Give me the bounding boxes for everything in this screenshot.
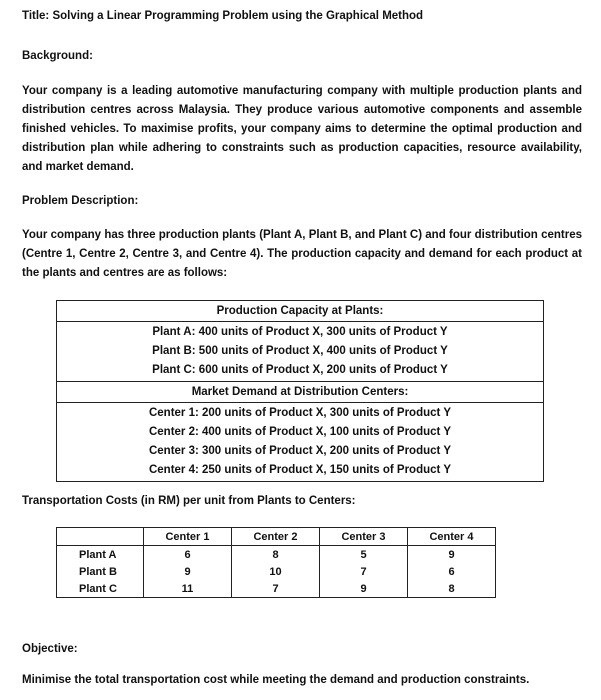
- capacity-lines: [57, 321, 543, 381]
- background-paragraph: Your company is a leading automotive manufacturing company with multiple production plants and distribution centres across Malaysia. They produce various automotive components and assemble finished vehicles. To maximise profits, your company aims to determine the optimal production and distribution plan while adhering to constraints such as production capacities, resource availability, and market demand.: [22, 85, 582, 173]
- column-header: Center 3: [320, 528, 408, 546]
- document-title: Title: Solving a Linear Programming Problem using the Graphical Method: [22, 10, 424, 22]
- demand-line: Center 2: 400 units of Product X, 100 units of Product Y: [148, 426, 452, 438]
- demand-line: Center 1: 200 units of Product X, 300 units of Product Y: [148, 407, 452, 419]
- transport-cost-table: [56, 527, 496, 598]
- table-cell: 8: [408, 580, 496, 598]
- transport-costs-heading: Transportation Costs (in RM) per unit from Plants to Centers:: [22, 495, 356, 507]
- table-cell: 9: [144, 563, 232, 580]
- table-row: [57, 563, 496, 580]
- column-header: Center 4: [408, 528, 496, 546]
- table-cell: 8: [232, 546, 320, 564]
- demand-line: Center 4: 250 units of Product X, 150 units of Product Y: [148, 464, 452, 476]
- column-header: Center 1: [144, 528, 232, 546]
- capacity-line: Plant A: 400 units of Product X, 300 units of Product Y: [152, 326, 448, 338]
- table-cell: 7: [232, 580, 320, 598]
- table-cell: 10: [232, 563, 320, 580]
- table-row: [57, 580, 496, 598]
- table-cell: 11: [144, 580, 232, 598]
- objective-heading: Objective:: [22, 643, 78, 655]
- column-header: Center 2: [232, 528, 320, 546]
- table-cell: 5: [320, 546, 408, 564]
- table-row: [57, 546, 496, 564]
- row-header: Plant A: [57, 546, 144, 564]
- demand-lines: [57, 402, 543, 481]
- capacity-demand-box: [56, 300, 544, 482]
- capacity-line: Plant B: 500 units of Product X, 400 units of Product Y: [152, 345, 448, 357]
- table-cell: 7: [320, 563, 408, 580]
- row-header: Plant B: [57, 563, 144, 580]
- problem-description-paragraph: Your company has three production plants (Plant A, Plant B, and Plant C) and four distribution centres (Centre 1, Centre 2, Centre 3, and Centre 4). The production capacity and demand for each product at the plants and centres are as follows:: [22, 229, 582, 279]
- capacity-title: Production Capacity at Plants:: [216, 305, 384, 317]
- table-cell: 9: [320, 580, 408, 598]
- table-corner-cell: [57, 528, 144, 546]
- row-header: Plant C: [57, 580, 144, 598]
- demand-title: Market Demand at Distribution Centers:: [57, 381, 543, 402]
- table-cell: 9: [408, 546, 496, 564]
- table-cell: 6: [408, 563, 496, 580]
- table-header-row: [57, 528, 496, 546]
- demand-line: Center 3: 300 units of Product X, 200 units of Product Y: [148, 445, 452, 457]
- capacity-line: Plant C: 600 units of Product X, 200 units of Product Y: [152, 364, 448, 376]
- problem-description-heading: Problem Description:: [22, 195, 139, 207]
- background-heading: Background:: [22, 50, 93, 62]
- table-cell: 6: [144, 546, 232, 564]
- objective-text: Minimise the total transportation cost while meeting the demand and production constraints.: [22, 674, 530, 686]
